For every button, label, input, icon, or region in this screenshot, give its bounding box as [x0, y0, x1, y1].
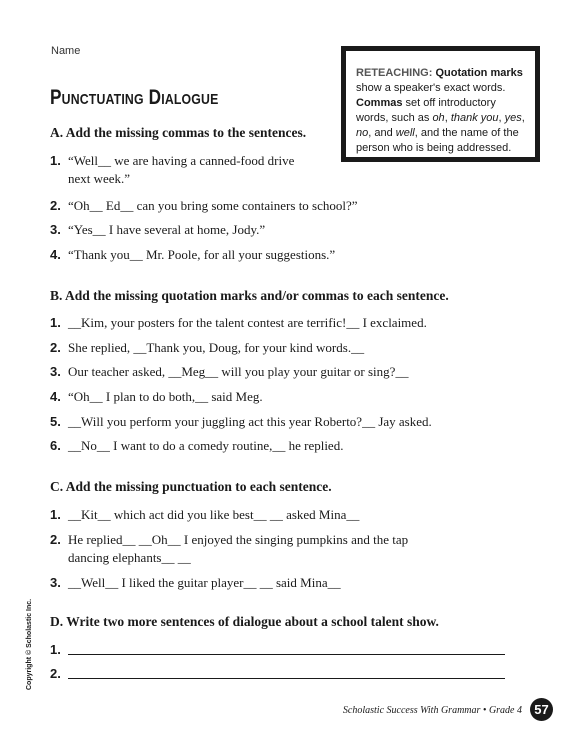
answer-line-number: 1.	[50, 642, 61, 657]
page-number-badge: 57	[530, 698, 553, 721]
item-text: __No__ I want to do a comedy routine,__ he replied.	[68, 438, 344, 453]
item-number: 4.	[50, 389, 61, 404]
item-text: “Well__ we are having a canned-food drive	[68, 153, 295, 168]
section-a-item-1	[50, 152, 294, 188]
reteaching-sep-2: ,	[498, 112, 502, 124]
section-b-item-2	[50, 339, 364, 357]
reteaching-sep-4: , and	[368, 127, 393, 139]
name-label: Name	[51, 45, 81, 57]
reteaching-example-well: well	[395, 127, 415, 139]
reteaching-lead: Quotation marks	[435, 67, 523, 79]
title-cap-p: p	[50, 78, 62, 111]
item-text: “Yes__ I have several at home, Jody.”	[68, 222, 266, 237]
section-c-item-2	[50, 531, 408, 567]
item-text: __Well__ I liked the guitar player__ __ said Mina__	[68, 575, 341, 590]
title-cap-d: d	[148, 78, 162, 111]
section-a-item-3	[50, 221, 265, 239]
reteaching-text-2: set off introductory words, such as	[356, 97, 496, 124]
item-number: 3.	[50, 222, 61, 237]
item-text-continued: next week.”	[68, 171, 131, 186]
section-a-item-2	[50, 197, 358, 215]
section-a-heading: A. Add the missing commas to the sentences.	[50, 125, 307, 140]
item-number: 1.	[50, 507, 61, 522]
item-number: 2.	[50, 532, 61, 547]
section-b-item-5	[50, 413, 432, 431]
item-number: 3.	[50, 575, 61, 590]
reteaching-kicker: RETEACHING:	[356, 67, 433, 79]
section-a-item-4	[50, 246, 335, 264]
item-text: “Oh__ I plan to do both,__ said Meg.	[68, 389, 263, 404]
item-text: He replied__ __Oh__ I enjoyed the singing pumpkins and the tap	[68, 532, 409, 547]
footer-credit	[343, 705, 522, 716]
section-b-item-1	[50, 314, 427, 332]
section-b-item-6	[50, 437, 343, 455]
reteaching-box	[341, 46, 540, 162]
item-number: 4.	[50, 247, 61, 262]
answer-line-1[interactable]	[50, 642, 505, 658]
item-text: “Thank you__ Mr. Poole, for all your suggestions.”	[68, 247, 336, 262]
section-b-item-4	[50, 388, 263, 406]
section-d-heading: D. Write two more sentences of dialogue about a school talent show.	[50, 614, 439, 629]
page-title	[50, 78, 218, 112]
reteaching-example-yes: yes	[504, 112, 522, 124]
writing-rule	[68, 654, 505, 655]
item-text: __Kit__ which act did you like best__ __ asked Mina__	[68, 507, 360, 522]
reteaching-sep-1: ,	[444, 112, 448, 124]
answer-line-2[interactable]	[50, 666, 505, 682]
section-b-item-3	[50, 363, 408, 381]
reteaching-example-oh: oh	[432, 112, 445, 124]
copyright-notice: Copyright © Scholastic Inc.	[26, 598, 33, 690]
item-text: She replied, __Thank you, Doug, for your kind words.__	[68, 340, 365, 355]
item-text: __Kim, your posters for the talent contest are terrific!__ I exclaimed.	[68, 315, 427, 330]
answer-line-number: 2.	[50, 666, 61, 681]
section-c-heading: C. Add the missing punctuation to each sentence.	[50, 479, 332, 494]
item-number: 2.	[50, 198, 61, 213]
title-word-1: unctuating	[61, 86, 149, 109]
item-number: 3.	[50, 364, 61, 379]
reteaching-example-no: no	[356, 127, 369, 139]
item-text-continued: dancing elephants__ __	[68, 550, 191, 565]
item-text: Our teacher asked, __Meg__ will you play your guitar or sing?__	[68, 364, 409, 379]
title-word-2: ialogue	[161, 86, 219, 109]
footer-grade: Grade 4	[488, 705, 522, 716]
footer-book-title: Scholastic Success With Grammar	[342, 705, 481, 716]
reteaching-example-thank-you: thank you	[450, 112, 499, 124]
section-b-heading: B. Add the missing quotation marks and/or commas to each sentence.	[50, 288, 449, 303]
item-number: 5.	[50, 414, 61, 429]
reteaching-text-1: show a speaker's exact words.	[356, 82, 506, 94]
reteaching-text-3: , and the name of the person who is being addressed.	[356, 127, 519, 154]
item-number: 6.	[50, 438, 61, 453]
section-c-item-1	[50, 506, 359, 524]
section-c-item-3	[50, 574, 341, 592]
writing-rule	[68, 678, 505, 679]
reteaching-commas: Commas	[356, 97, 403, 109]
item-text: __Will you perform your juggling act this year Roberto?__ Jay asked.	[68, 414, 432, 429]
item-text: “Oh__ Ed__ can you bring some containers to school?”	[68, 198, 358, 213]
item-number: 1.	[50, 315, 61, 330]
item-number: 1.	[50, 153, 61, 168]
item-number: 2.	[50, 340, 61, 355]
reteaching-sep-3: ,	[521, 112, 525, 124]
footer-bullet: •	[482, 705, 487, 716]
